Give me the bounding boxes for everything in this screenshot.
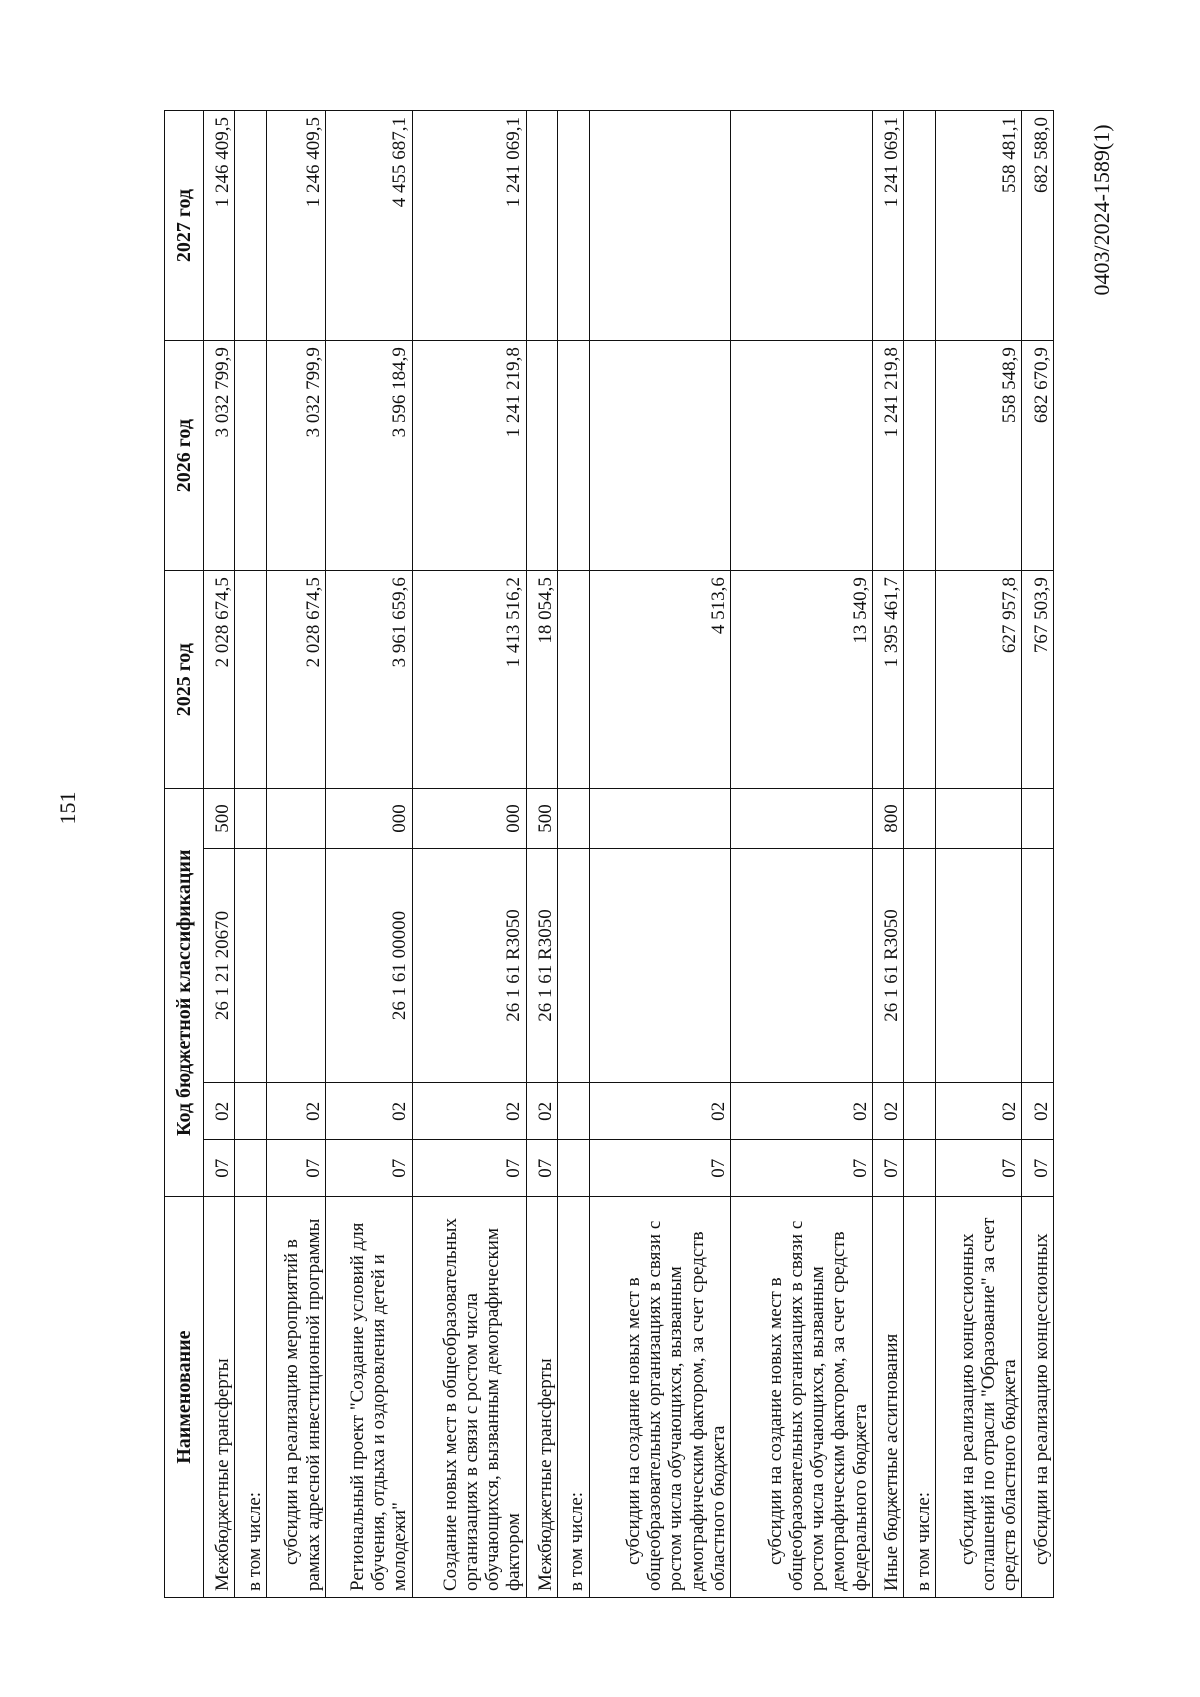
code-target — [1022, 848, 1054, 1083]
value-2027: 1 241 069,1 — [412, 111, 526, 341]
code-expense-type: 000 — [325, 789, 412, 848]
value-2025: 4 513,6 — [589, 571, 731, 789]
code-expense-type: 800 — [873, 789, 904, 848]
header-name: Наименование — [165, 1197, 204, 1598]
code-subsection: 02 — [526, 1083, 557, 1140]
code-subsection: 02 — [935, 1083, 1022, 1140]
table-row — [731, 111, 873, 1598]
header-2027: 2027 год — [165, 111, 204, 341]
value-2025: 1 395 461,7 — [873, 571, 904, 789]
value-2025: 2 028 674,5 — [204, 571, 235, 789]
value-2027 — [731, 111, 873, 341]
row-name: в том числе: — [558, 1197, 589, 1598]
code-subsection: 02 — [873, 1083, 904, 1140]
value-2027 — [589, 111, 731, 341]
row-name: субсидии на создание новых мест в общеобразовательных организациях в связи с ростом числа обучающихся, вызванным демографическим фактором, за счет средств федерального бюджета — [731, 1197, 873, 1598]
table-row — [204, 111, 235, 1598]
row-name: субсидии на реализацию мероприятий в рамках адресной инвестиционной программы — [266, 1197, 325, 1598]
code-subsection: 02 — [1022, 1083, 1054, 1140]
value-2025: 1 413 516,2 — [412, 571, 526, 789]
value-2025 — [904, 571, 935, 789]
code-target — [731, 848, 873, 1083]
code-subsection: 02 — [325, 1083, 412, 1140]
value-2025: 3 961 659,6 — [325, 571, 412, 789]
budget-table — [164, 110, 1054, 1598]
table-row — [325, 111, 412, 1598]
table-row — [589, 111, 731, 1598]
code-subsection — [904, 1083, 935, 1140]
code-target: 26 1 61 R3050 — [526, 848, 557, 1083]
page-number: 151 — [55, 791, 80, 825]
document-code: 0403/2024-1589(1) — [1089, 124, 1114, 296]
header-2025: 2025 год — [165, 571, 204, 789]
row-name: субсидии на реализацию концессионных соглашений по отрасли "Образование" за счет средств областного бюджета — [935, 1197, 1022, 1598]
code-target — [935, 848, 1022, 1083]
table-row — [558, 111, 589, 1598]
code-section — [235, 1140, 266, 1197]
value-2027 — [558, 111, 589, 341]
value-2027 — [526, 111, 557, 341]
code-target — [589, 848, 731, 1083]
value-2025: 18 054,5 — [526, 571, 557, 789]
value-2026: 1 241 219,8 — [412, 341, 526, 571]
code-target — [558, 848, 589, 1083]
code-section: 07 — [589, 1140, 731, 1197]
value-2025 — [558, 571, 589, 789]
table-container — [164, 110, 1054, 1598]
code-section: 07 — [935, 1140, 1022, 1197]
row-name: в том числе: — [235, 1197, 266, 1598]
value-2027: 4 455 687,1 — [325, 111, 412, 341]
table-row — [904, 111, 935, 1598]
value-2026 — [526, 341, 557, 571]
row-name: субсидии на создание новых мест в общеобразовательных организациях в связи с ростом числа обучающихся, вызванным демографическим фактором, за счет средств областного бюджета — [589, 1197, 731, 1598]
value-2027: 1 246 409,5 — [204, 111, 235, 341]
code-expense-type — [904, 789, 935, 848]
code-expense-type: 000 — [412, 789, 526, 848]
code-expense-type — [935, 789, 1022, 848]
code-expense-type: 500 — [526, 789, 557, 848]
table-row — [526, 111, 557, 1598]
code-section — [558, 1140, 589, 1197]
value-2027: 1 246 409,5 — [266, 111, 325, 341]
value-2026 — [558, 341, 589, 571]
code-subsection: 02 — [266, 1083, 325, 1140]
value-2027: 682 588,0 — [1022, 111, 1054, 341]
code-subsection — [558, 1083, 589, 1140]
code-section: 07 — [204, 1140, 235, 1197]
value-2026: 1 241 219,8 — [873, 341, 904, 571]
value-2026 — [731, 341, 873, 571]
row-name: в том числе: — [904, 1197, 935, 1598]
code-section: 07 — [412, 1140, 526, 1197]
code-expense-type — [266, 789, 325, 848]
value-2027 — [904, 111, 935, 341]
value-2026: 682 670,9 — [1022, 341, 1054, 571]
table-row — [235, 111, 266, 1598]
code-subsection: 02 — [731, 1083, 873, 1140]
value-2026: 3 032 799,9 — [266, 341, 325, 571]
code-target — [235, 848, 266, 1083]
value-2026: 558 548,9 — [935, 341, 1022, 571]
header-code: Код бюджетной классификации — [165, 789, 204, 1197]
value-2026 — [589, 341, 731, 571]
code-subsection: 02 — [204, 1083, 235, 1140]
code-subsection: 02 — [589, 1083, 731, 1140]
code-section: 07 — [731, 1140, 873, 1197]
code-subsection — [235, 1083, 266, 1140]
row-name: Межбюджетные трансферты — [204, 1197, 235, 1598]
code-target: 26 1 21 20670 — [204, 848, 235, 1083]
code-target: 26 1 61 R3050 — [873, 848, 904, 1083]
table-row — [266, 111, 325, 1598]
value-2027: 558 481,1 — [935, 111, 1022, 341]
code-target — [266, 848, 325, 1083]
code-expense-type — [235, 789, 266, 848]
header-2026: 2026 год — [165, 341, 204, 571]
table-row — [873, 111, 904, 1598]
table-row — [1022, 111, 1054, 1598]
code-subsection: 02 — [412, 1083, 526, 1140]
row-name: Иные бюджетные ассигнования — [873, 1197, 904, 1598]
value-2027 — [235, 111, 266, 341]
code-target: 26 1 61 00000 — [325, 848, 412, 1083]
table-row — [412, 111, 526, 1598]
value-2027: 1 241 069,1 — [873, 111, 904, 341]
value-2025: 13 540,9 — [731, 571, 873, 789]
row-name: Межбюджетные трансферты — [526, 1197, 557, 1598]
row-name: Создание новых мест в общеобразовательных организациях в связи с ростом числа обучающихся, вызванным демографическим фактором — [412, 1197, 526, 1598]
code-target: 26 1 61 R3050 — [412, 848, 526, 1083]
header-row — [165, 111, 204, 1598]
code-section: 07 — [526, 1140, 557, 1197]
table-row — [935, 111, 1022, 1598]
value-2025: 2 028 674,5 — [266, 571, 325, 789]
code-expense-type — [589, 789, 731, 848]
value-2026 — [235, 341, 266, 571]
code-expense-type — [1022, 789, 1054, 848]
code-section: 07 — [325, 1140, 412, 1197]
code-section: 07 — [1022, 1140, 1054, 1197]
value-2026 — [904, 341, 935, 571]
value-2025: 627 957,8 — [935, 571, 1022, 789]
row-name: субсидии на реализацию концессионных — [1022, 1197, 1054, 1598]
value-2025 — [235, 571, 266, 789]
code-expense-type: 500 — [204, 789, 235, 848]
code-section — [904, 1140, 935, 1197]
code-section: 07 — [266, 1140, 325, 1197]
code-expense-type — [558, 789, 589, 848]
row-name: Региональный проект "Создание условий для обучения, отдыха и оздоровления детей и молодежи" — [325, 1197, 412, 1598]
code-expense-type — [731, 789, 873, 848]
value-2025: 767 503,9 — [1022, 571, 1054, 789]
value-2026: 3 596 184,9 — [325, 341, 412, 571]
code-target — [904, 848, 935, 1083]
code-section: 07 — [873, 1140, 904, 1197]
value-2026: 3 032 799,9 — [204, 341, 235, 571]
